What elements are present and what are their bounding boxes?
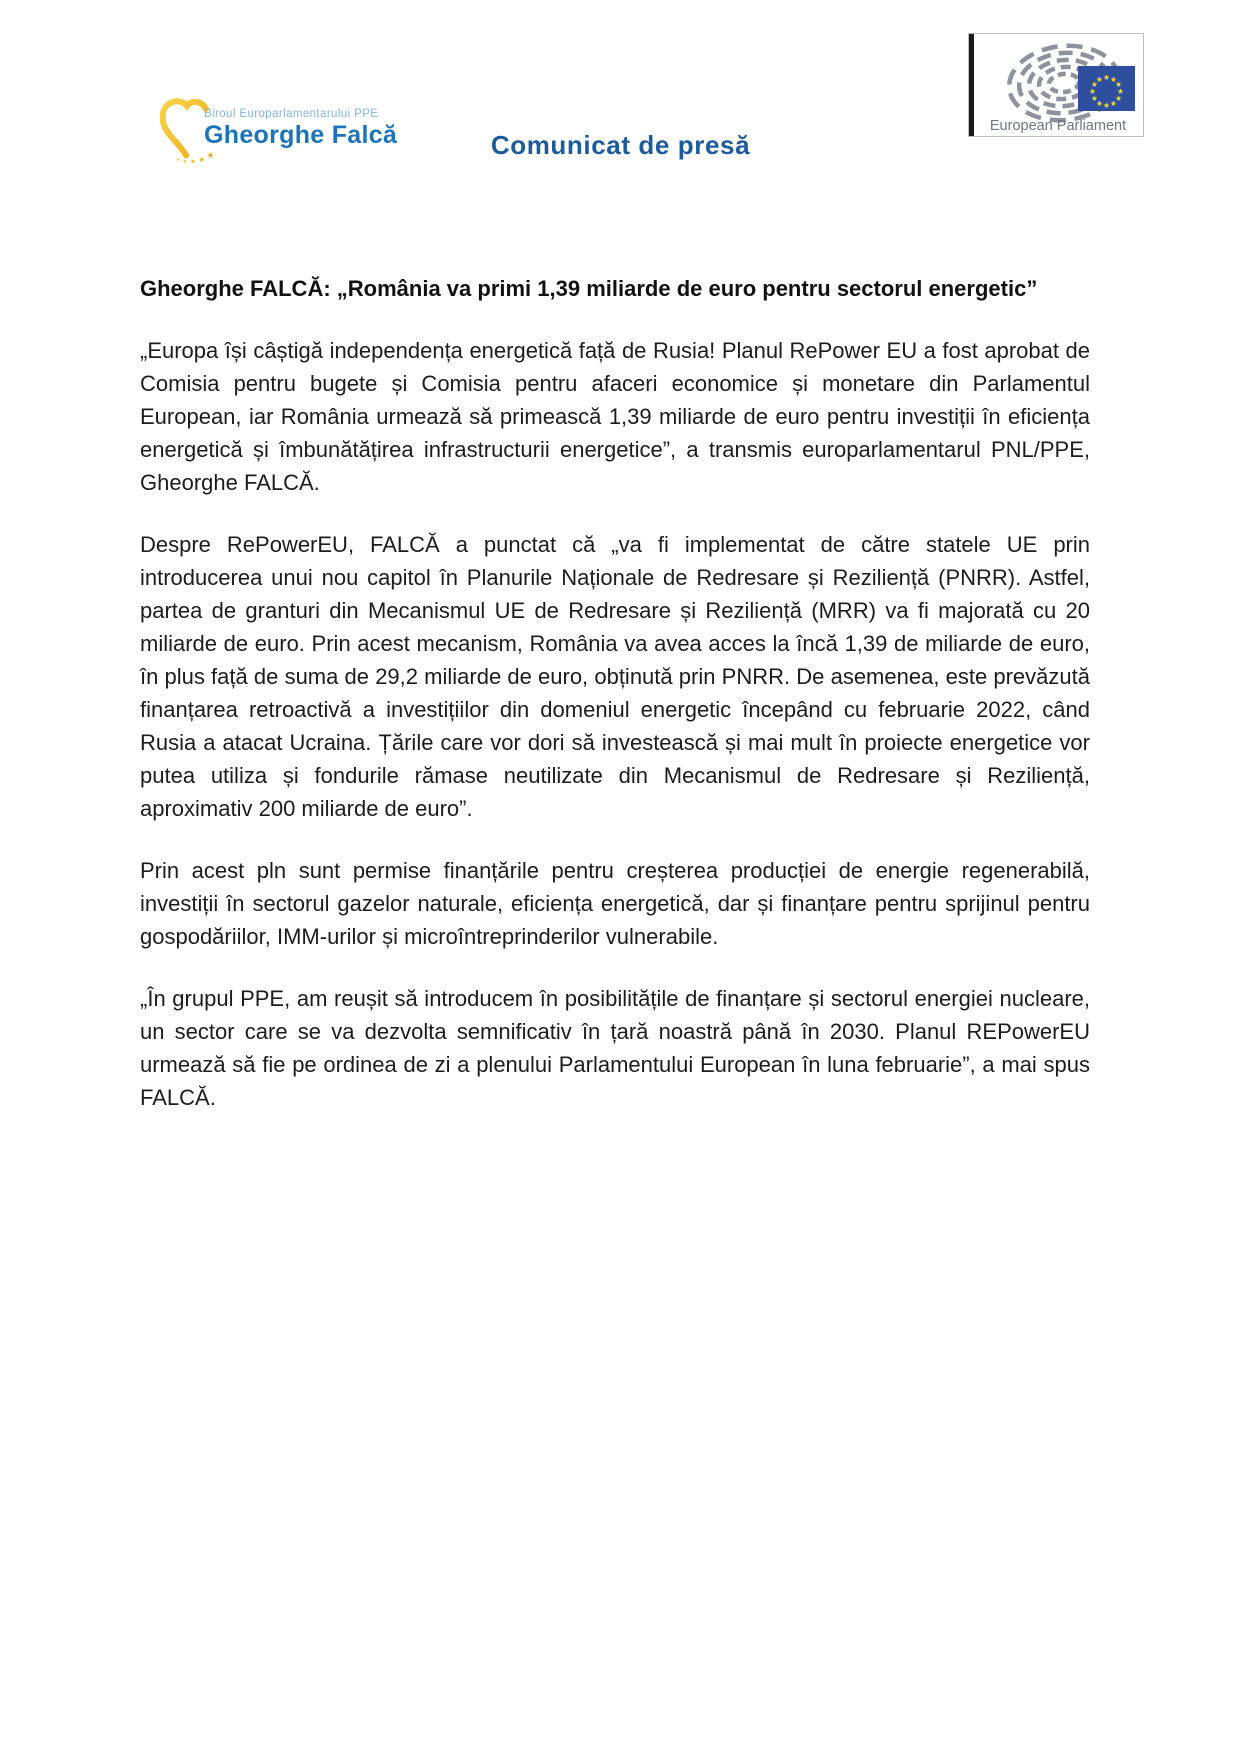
svg-text:★: ★: [1115, 94, 1123, 103]
svg-text:★: ★: [1090, 94, 1098, 103]
svg-text:★: ★: [1109, 99, 1118, 109]
article-paragraph: „În grupul PPE, am reușit să introducem în posibilitățile de finanțare și sectorul energiei nucleare, un sector care se va dezvolta semnificativ în țară noastră până în 2030. Planul REPowerEU urmează să fie pe ordinea de zi a plenului Parlamentului European în luna februarie”, a mai spus FALCĂ.: [140, 986, 1090, 1110]
article-paragraph: Despre RePowerEU, FALCĂ a punctat că „va fi implementat de către statele UE prin introducerea unui nou capitol în Planurile Naționale de Redresare și Reziliență (PNRR). Astfel, partea de granturi din Mecanismul UE de Redresare și Reziliență (MRR) va fi majorată cu 20 miliarde de euro. Prin acest mecanism, România va avea acces la încă 1,39 de miliarde de euro, în plus față de suma de 29,2 miliarde de euro, obținută prin PNRR. De asemenea, este prevăzută finanțarea retroactivă a investițiilor din domeniul energetic începând cu februarie 2022, când Rusia a atacat Ucraina. Țările care vor dori să investească și mai mult în proiecte energetice vor putea utiliza și fondurile rămase neutilizate din Mecanismul de Redresare și Reziliență, aproximativ 200 miliarde de euro”.: [140, 532, 1090, 821]
ep-logo-left-bar: [969, 34, 974, 136]
svg-text:★: ★: [1109, 74, 1118, 84]
falca-name: Gheorghe Falcă: [204, 121, 398, 149]
svg-text:★: ★: [1095, 74, 1104, 84]
ep-logo-graphic: [968, 33, 1144, 137]
svg-text:★: ★: [1088, 87, 1097, 96]
svg-text:★: ★: [1116, 87, 1125, 96]
svg-text:★: ★: [175, 156, 181, 162]
svg-text:★: ★: [198, 154, 205, 164]
ep-logo-label: European Parliament: [989, 118, 1127, 134]
svg-text:★: ★: [189, 158, 196, 166]
falca-office-label: Biroul Europarlamentarului PPE: [204, 108, 379, 120]
article-body: [140, 272, 1090, 1143]
svg-text:★: ★: [206, 150, 215, 161]
svg-text:★: ★: [1102, 101, 1111, 110]
svg-text:★: ★: [1090, 80, 1098, 89]
svg-text:★: ★: [1115, 80, 1123, 89]
svg-text:★: ★: [182, 158, 188, 165]
european-parliament-logo: [968, 33, 1144, 137]
press-release-title: Comunicat de presă: [490, 130, 751, 160]
article-headline: Gheorghe FALCĂ: „România va primi 1,39 miliarde de euro pentru sectorul energetic”: [140, 276, 1038, 301]
svg-text:★: ★: [1102, 73, 1111, 82]
eu-flag-icon: [1078, 66, 1135, 111]
svg-text:★: ★: [1095, 99, 1104, 109]
article-paragraph: Prin acest pln sunt permise finanțările pentru creșterea producției de energie regenerabilă, investiții în sectorul gazelor naturale, eficiența energetică, dar și finanțare pentru sprijinul pentru gospodăriilor, IMM-urilor și microîntreprinderilor vulnerabile.: [140, 858, 1090, 949]
article-paragraph: „Europa își câștigă independența energetică față de Rusia! Planul RePower EU a fost aprobat de Comisia pentru bugete și Comisia pentru afaceri economice și monetare din Parlamentul European, iar România urmează să primească 1,39 miliarde de euro pentru investiții în eficiența energetică și îmbunătățirea infrastructurii energetice”, a transmis europarlamentarul PNL/PPE, Gheorghe FALCĂ.: [140, 338, 1090, 495]
